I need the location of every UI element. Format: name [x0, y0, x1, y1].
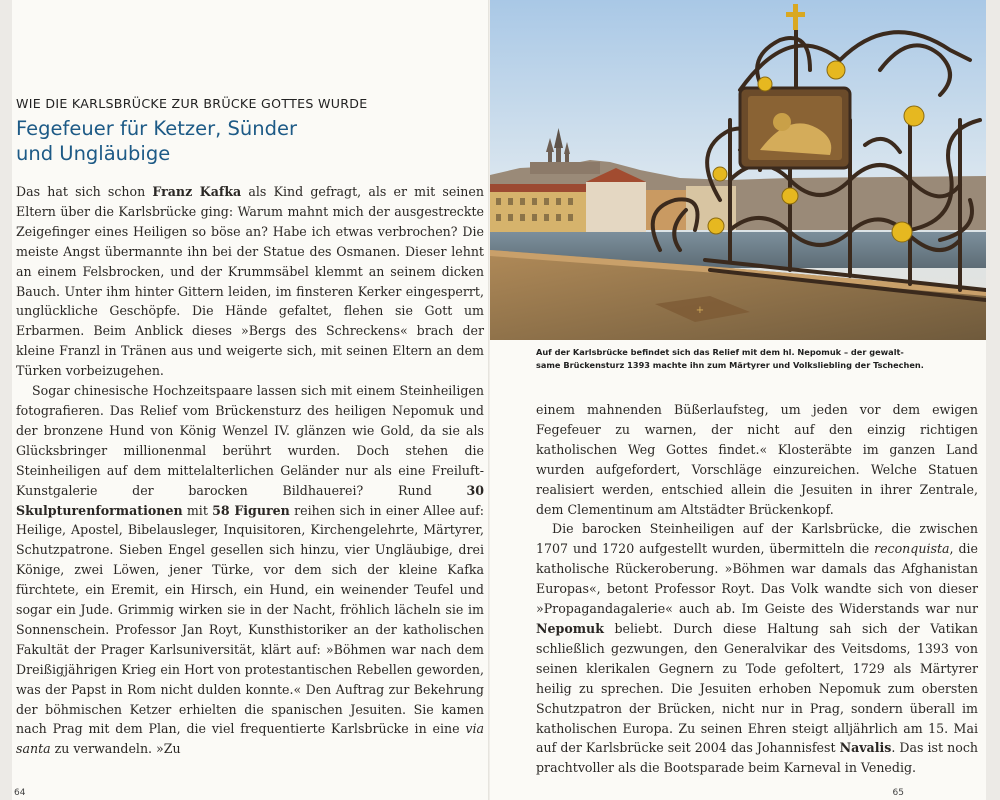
caption-line-1: Auf der Karlsbrücke befindet sich das Relief mit dem hl. Nepomuk – der gewalt- [536, 347, 904, 357]
text-run: einem mahnenden Büßerlaufsteg, um jeden vor dem ewigen Fegefeuer zu warnen, der nicht auf den einzig richtigen katholischen Weg Gottes findet.« Klosteräbte im ganzen Land wurden aufgefordert, Vorschläge einzureichen. Welche Statuen realisiert werden, entschied allein die Jesuiten in ihrer Zentrale, dem Clementinum am Altstädter Brückenkopf. [536, 402, 978, 517]
paragraph [536, 400, 978, 519]
chapter-title-line-1: Fegefeuer für Ketzer, Sünder [16, 117, 297, 140]
page-number: 65 [892, 788, 904, 798]
text-run: Das hat sich schon [16, 184, 153, 199]
paragraph [16, 381, 484, 759]
left-page [12, 0, 490, 800]
text-run: . Das ist noch prachtvoller als die Bootsparade beim Karneval in Venedig. [536, 740, 978, 776]
text-run: mit [182, 502, 213, 518]
italic-term: reconquista [874, 541, 950, 557]
text-run: , die katholische Rückeroberung. »Böhmen war damals das Afghanistan Europas«, betont Professor Royt. Das Volk wandte sich von dieser »Propagandagalerie« auch ab. Im Geiste des Widerstands war nur [536, 541, 978, 617]
right-body-text [536, 400, 978, 778]
nepomuk-relief-photo [490, 0, 986, 340]
page-number: 64 [14, 788, 26, 798]
right-page [490, 0, 986, 800]
bold-term: Nepomuk [536, 620, 604, 636]
left-body-text [16, 182, 484, 759]
chapter-title-line-2: und Ungläubige [16, 142, 171, 165]
svg-text:+: + [695, 305, 705, 316]
chapter-title [16, 116, 476, 166]
bold-term: 58 Figuren [212, 502, 290, 518]
text-run: reihen sich in einer Allee auf: Heilige, Apostel, Bibelausleger, Inquisitoren, Kirchengelehrte, Märtyrer, Schutzpatrone. Sieben Engel gesellen sich hinzu, vier Ungläubige, drei Könige, zwei Löwen, jener Türke, vor dem sich der kleine Kafka fürchtete, ein Eremit, ein Hirsch, ein Hund, ein weinender Teufel und sogar ein Jude. Grimmig wirken sie in der Nacht, fröhlich lächeln sie im Sonnenschein. Professor Jan Royt, Kunsthistoriker an der katholischen Fakultät der Prager Karlsuniversität, klärt auf: »Böhmen war nach dem Dreißigjährigen Krieg ein Hort von protestantischen Rebellen geworden, was der Papst in Rom nicht dulden konnte.« Den Auftrag zur Bekehrung der böhmischen Ketzer erhielten die spanischen Jesuiten. Sie kamen nach Prag mit dem Plan, die viel frequentierte Karlsbrücke in eine [16, 502, 485, 737]
photo-illustration [490, 0, 986, 340]
bold-term: Franz Kafka [152, 184, 242, 199]
bold-term: Navalis [839, 740, 892, 756]
text-run: zu verwandeln. »Zu [50, 741, 181, 757]
text-run: Die barocken Steinheiligen auf der Karlsbrücke, die zwischen 1707 und 1720 aufgestellt wurden, übermitteln die [536, 521, 978, 557]
text-run: beliebt. Durch diese Haltung sah sich der Vatikan schließlich gezwungen, den Generalvikar des Veitsdoms, 1393 von seinen klerikalen Gegnern zu Tode gefoltert, 1729 als Märtyrer heilig zu sprechen. Die Jesuiten erhoben Nepomuk zum obersten Schutzpatron der Brücken, nicht nur in Prag, sondern überall im katholischen Europa. Zu seinen Ehren steigt alljährlich am 15. Mai auf der Karlsbrücke seit 2004 das Johannisfest [536, 620, 978, 756]
bold-term: 30 Skulpturenformationen [16, 482, 484, 518]
paragraph [536, 519, 978, 778]
text-run: als Kind gefragt, als er mit seinen Eltern über die Karlsbrücke ging: Warum mahnt mich der ausgestreckte Zeigefinger eines Heiligen so böse an? Habe ich etwas verbrochen? Die meiste Angst übermannte ihn bei der Statue des Osmanen. Dieser lehnt an einem Felsbrocken, und der Krummsäbel klemmt an seinem dicken Bauch. Unter ihm hinter Gittern leiden, im finsteren Kerker eingesperrt, unglückliche Geschöpfe. Die Hände gefaltet, flehen sie Gott um Erbarmen. Beim Anblick dieses »Bergs des Schreckens« brach der kleine Franzl in Tränen aus und weigerte sich, mit seinen Eltern an dem Türken vorbeizugehen. [16, 184, 484, 379]
text-run: Sogar chinesische Hochzeitspaare lassen sich mit einem Steinheiligen fotografieren. Das Relief vom Brückensturz des heiligen Nepomuk und der bronzene Hund von König Wenzel IV. glänzen wie Gold, da sie als Glücksbringer millionenmal berührt wurden. Doch stehen die Steinheiligen auf dem mittelalterlichen Geländer nur als eine Freiluft-Kunstgalerie der barocken Bildhauerei? Rund [16, 383, 484, 498]
italic-term: via santa [16, 721, 484, 757]
section-kicker: WIE DIE KARLSBRÜCKE ZUR BRÜCKE GOTTES WURDE [16, 96, 368, 111]
caption-line-2: same Brückensturz 1393 machte ihn zum Märtyrer und Volksliebling der Tschechen. [536, 360, 924, 370]
paragraph [16, 182, 484, 381]
photo-caption [536, 346, 976, 372]
